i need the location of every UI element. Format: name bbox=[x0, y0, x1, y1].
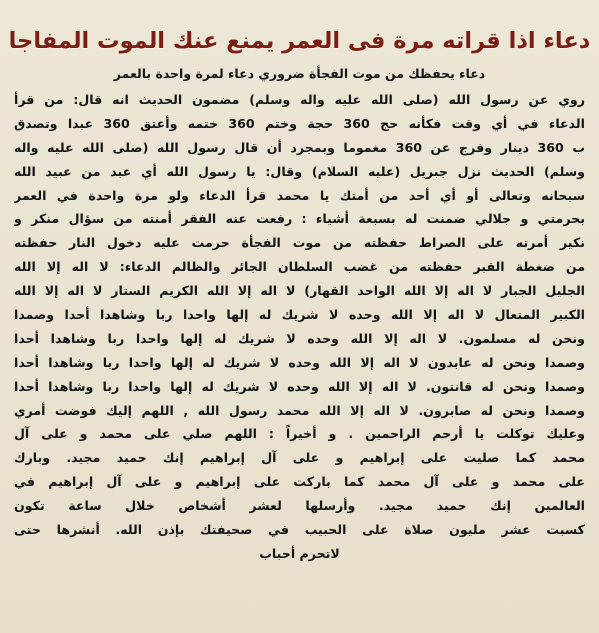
text-line: العالمين إنك حميد مجيد. وأرسلها لعشر أشخاص خلال ساعة تكون bbox=[14, 498, 585, 514]
text-line: محمد كما صليت على إبراهيم و على آل إبراهيم إنك حميد مجيد. وبارك bbox=[14, 450, 585, 466]
text-line: بحرمتي و جلالي ضمنت له بسبعة أشياء : رفعت عنه الفقر أمنته من سؤال منكر و bbox=[14, 211, 585, 227]
text-line: الكبير المتعال لا اله إلا الله وحده لا شريك له إلها واحدا ربا وشاهدا أحدا وصمدا bbox=[14, 307, 585, 323]
page-title: دعاء اذا قراته مرة فى العمر يمنع عنك الموت المفاجا bbox=[8, 28, 591, 54]
text-line: لاتحرم أحباب bbox=[259, 545, 340, 561]
text-line: وصمدا ونحن له قانتون. لا اله إلا الله وحده لا شريك له إلها واحدا ربا وشاهدا أحدا bbox=[14, 378, 585, 394]
page-subtitle: دعاء يحفظك من موت الفجأة ضروري دعاء لمرة واحدة بالعمر bbox=[113, 66, 486, 81]
text-line: الدعاء في أي وقت فكأنه حج 360 حجة وختم 360 ختمه وأعتق 360 عبدا وتصدق bbox=[14, 115, 585, 131]
text-line: من ضغطة القبر حفظته من غضب السلطان الجائر والظالم الدعاء: لا اله إلا الله bbox=[14, 259, 585, 275]
text-line: وعليك توكلت يا أرحم الراحمين . و أخيراً : اللهم صلي على محمد و على آل bbox=[14, 426, 585, 442]
text-line: الجليل الجبار لا اله إلا الله الواحد القهار) لا اله إلا الله الكريم الستار لا اله إلا الله bbox=[14, 283, 585, 299]
text-line: وصمدا ونحن له عابدون لا اله إلا الله وحده لا شريك له إلها واحدا ربا وشاهدا أحدا bbox=[14, 354, 585, 370]
text-line: ب 360 دينار وفرج عن 360 مغموما وبمجرد أن قال رسول الله (صلى الله عليه واله bbox=[14, 139, 585, 155]
text-line: سبحانه وتعالى أو أي أحد من أمتك يا محمد قرأ الدعاء ولو مرة واحدة في العمر bbox=[14, 187, 585, 203]
text-line: كسبت عشر مليون صلاة على الحبيب في صحيفتك بإذن الله. أنشرها حتى bbox=[14, 522, 585, 538]
text-line: وصمدا ونحن له صابرون. لا اله إلا الله محمد رسول الله , اللهم إليك فوضت أمري bbox=[14, 402, 585, 418]
text-line: ونحن له مسلمون. لا اله إلا الله وحده لا شريك له إلها واحدا ربا وشاهدا أحدا bbox=[14, 330, 585, 346]
text-line: وسلم) الحديث نزل جبريل (عليه السلام) وقال: يا رسول الله أي عبد من عبيد الله bbox=[14, 163, 585, 179]
text-line: على محمد و على آل محمد كما باركت على إبراهيم و على آل إبراهيم في bbox=[14, 474, 585, 490]
body-text bbox=[14, 88, 585, 566]
text-line: نكير أمرته على الصراط حفظته من موت الفجأة حرمت عليه دخول النار حفظته bbox=[14, 235, 585, 251]
text-line: روي عن رسول الله (صلى الله عليه واله وسلم) مضمون الحديث انه قال: من قرأ bbox=[14, 92, 585, 107]
